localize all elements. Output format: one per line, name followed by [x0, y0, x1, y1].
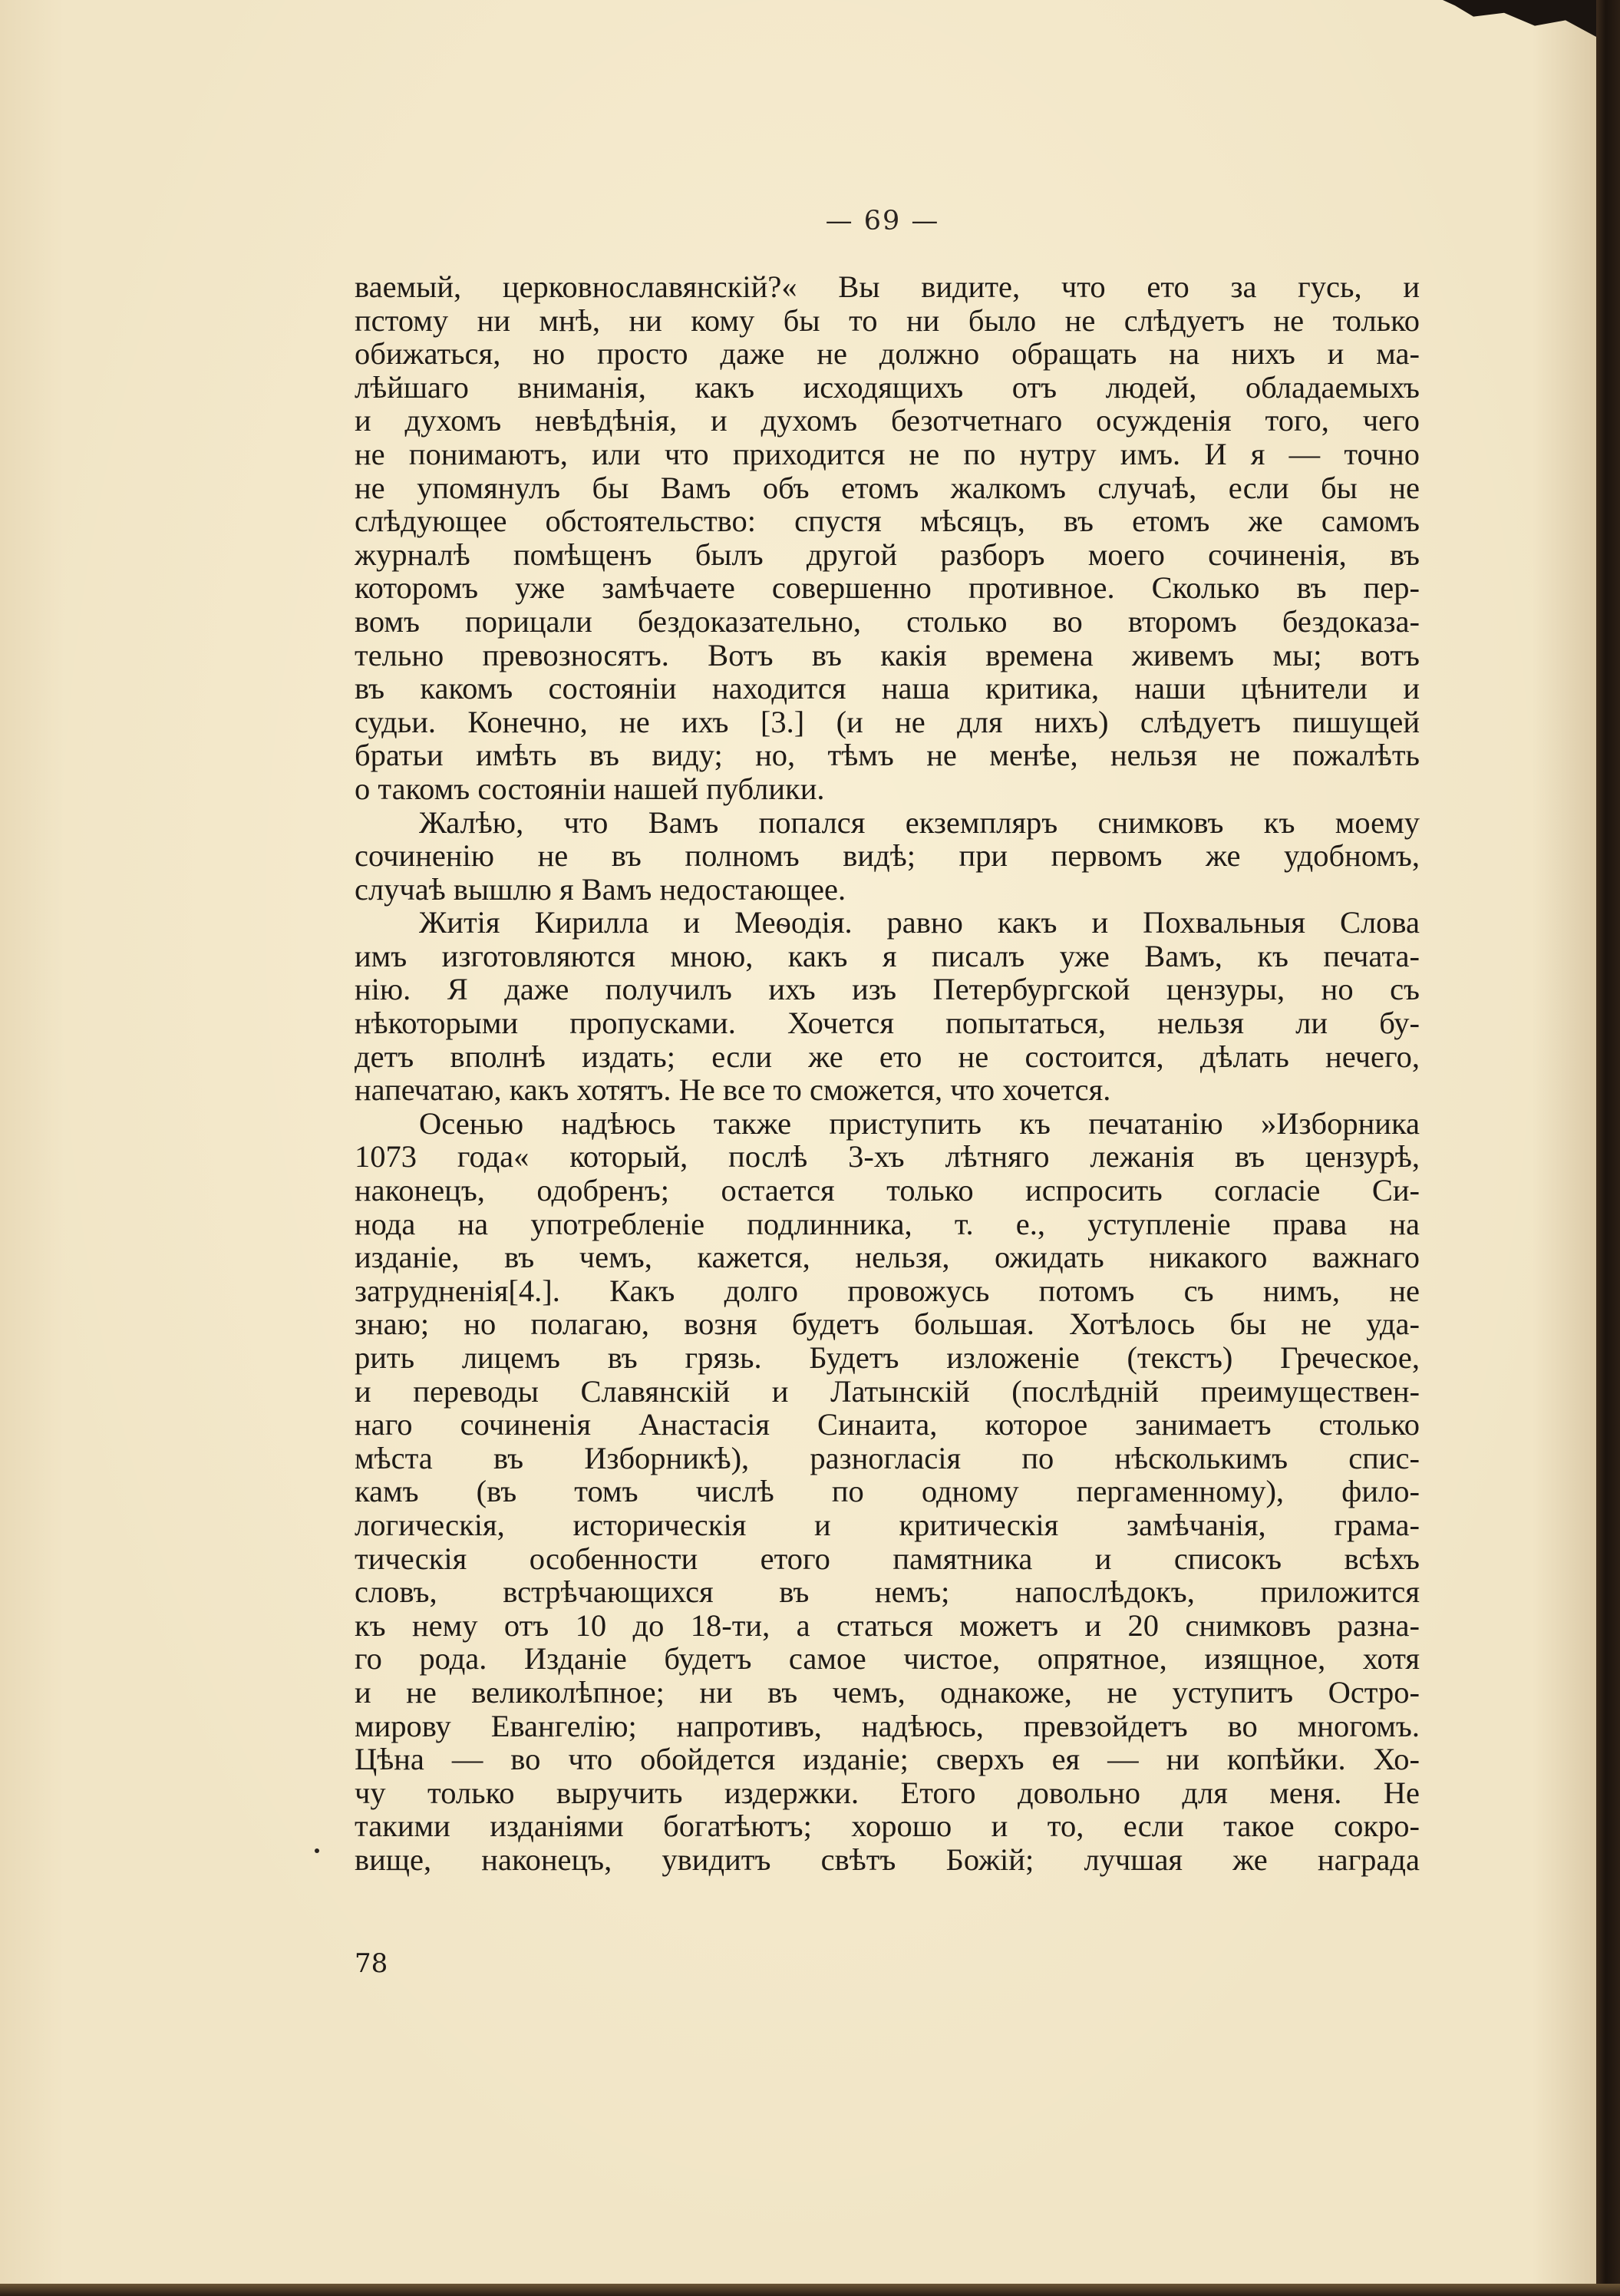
text-line: Осенью надѣюсь также приступить къ печатанію »Изборника [419, 1105, 1420, 1141]
text-line: тельно превозносятъ. Вотъ въ какія времена живемъ мы; вотъ [355, 637, 1420, 672]
text-line: наго сочиненія Анастасія Синаита, которое занимаетъ столько [355, 1407, 1420, 1442]
text-line: которомъ уже замѣчаете совершенно противное. Сколько въ пер- [355, 570, 1420, 606]
text-line: и переводы Славянскій и Латынскій (послѣдній преимуществен- [355, 1373, 1420, 1409]
text-line: и не великолѣпное; ни въ чемъ, однакоже, не уступитъ Остро- [355, 1674, 1420, 1710]
text-line: журналѣ помѣщенъ былъ другой разборъ моего сочиненія, въ [355, 537, 1420, 572]
text-line: лѣйшаго вниманія, какъ исходящихъ отъ людей, обладаемыхъ [355, 369, 1420, 405]
text-line: обижаться, но просто даже не должно обращать на нихъ и ма- [355, 336, 1420, 372]
header-page-number: — 69 — [825, 206, 940, 236]
text-line: рить лицемъ въ грязь. Будетъ изложеніе (текстъ) Греческое, [355, 1340, 1420, 1375]
text-line: мирову Евангелію; напротивъ, надѣюсь, превзойдетъ во многомъ. [355, 1708, 1420, 1743]
text-line: такими изданіями богатѣютъ; хорошо и то, если такое сокро- [355, 1809, 1420, 1844]
text-line: словъ, встрѣчающихся въ немъ; напослѣдокъ, приложится [355, 1574, 1420, 1610]
text-line: наконецъ, одобренъ; остается только испросить согласіе Си- [355, 1173, 1420, 1208]
text-line: камъ (въ томъ числѣ по одному пергаменному), фило- [355, 1474, 1420, 1509]
text-line: 1073 года« который, послѣ 3-хъ лѣтняго лежанія въ цензурѣ, [355, 1139, 1420, 1174]
text-line: тическія особенности етого памятника и списокъ всѣхъ [355, 1541, 1420, 1576]
text-line: вище, наконецъ, увидитъ свѣтъ Божій; лучшая же награда [355, 1842, 1420, 1877]
text-line: и духомъ невѣдѣнія, и духомъ безотчетнаго осужденія того, чего [355, 403, 1420, 438]
text-line: имъ изготовляются мною, какъ я писалъ уже Вамъ, къ печата- [355, 938, 1420, 973]
text-line: сочиненію не въ полномъ видѣ; при первомъ же удобномъ, [355, 838, 1420, 874]
text-line: нію. Я даже получилъ ихъ изъ Петербургской цензуры, но съ [355, 972, 1420, 1007]
footer-page-number: 78 [355, 1948, 388, 1979]
text-line: изданіе, въ чемъ, кажется, нельзя, ожидать никакого важнаго [355, 1240, 1420, 1275]
text-line: детъ вполнѣ издать; если же ето не состоится, дѣлать нечего, [355, 1039, 1420, 1074]
text-line: ваемый, церковнославянскій?« Вы видите, что ето за гусь, и [355, 269, 1420, 304]
page-edge-shadow [1596, 0, 1620, 2296]
text-line: знаю; но полагаю, возня будетъ большая. Хотѣлось бы не уда- [355, 1307, 1420, 1342]
text-line: къ нему отъ 10 до 18-ти, а статься можетъ и 20 снимковъ разна- [355, 1607, 1420, 1643]
text-line: Житія Кирилла и Меѳодія. равно какъ и Похвальныя Слова [419, 905, 1420, 940]
text-line: не понимаютъ, или что приходится не по нутру имъ. И я — точно [355, 436, 1420, 471]
text-line: нѣкоторыми пропусками. Хочется попытаться, нельзя ли бу- [355, 1006, 1420, 1041]
text-line: Цѣна — во что обойдется изданіе; сверхъ ея — ни копѣйки. Хо- [355, 1742, 1420, 1777]
text-line: о такомъ состояніи нашей публики. [355, 771, 825, 806]
text-line: логическія, историческія и критическія замѣчанія, грама- [355, 1507, 1420, 1542]
text-line: не упомянулъ бы Вамъ объ етомъ жалкомъ случаѣ, если бы не [355, 470, 1420, 505]
text-line: судьи. Конечно, не ихъ [3.] (и не для нихъ) слѣдуетъ пишущей [355, 704, 1420, 739]
text-line: нода на употребленіе подлинника, т. е., уступленіе права на [355, 1206, 1420, 1241]
text-line: пстому ни мнѣ, ни кому бы то ни было не слѣдуетъ не только [355, 302, 1420, 338]
text-line: мѣста въ Изборникѣ), разногласія по нѣсколькимъ спис- [355, 1440, 1420, 1475]
text-line: го рода. Изданіе будетъ самое чистое, опрятное, изящное, хотя [355, 1641, 1420, 1677]
text-line: случаѣ вышлю я Вамъ недостающее. [355, 871, 846, 907]
ink-speck [315, 1848, 319, 1853]
bottom-edge-shadow [0, 2284, 1620, 2296]
text-line: въ какомъ состояніи находится наша критика, наши цѣнители и [355, 671, 1420, 706]
text-line: чу только выручить издержки. Етого довольно для меня. Не [355, 1775, 1420, 1810]
body-text [355, 270, 1420, 1877]
text-line: затрудненія[4.]. Какъ долго провожусь потомъ съ нимъ, не [355, 1273, 1420, 1308]
text-line: напечатаю, какъ хотятъ. Не все то сможется, что хочется. [355, 1072, 1111, 1108]
text-line: Жалѣю, что Вамъ попался екземпляръ снимковъ къ моему [419, 804, 1420, 840]
text-line: слѣдующее обстоятельство: спустя мѣсяцъ, въ етомъ же самомъ [355, 504, 1420, 539]
text-line: вомъ порицали бездоказательно, столько во второмъ бездоказа- [355, 603, 1420, 639]
text-line: братьи имѣть въ виду; но, тѣмъ не менѣе, нельзя не пожалѣть [355, 738, 1420, 773]
